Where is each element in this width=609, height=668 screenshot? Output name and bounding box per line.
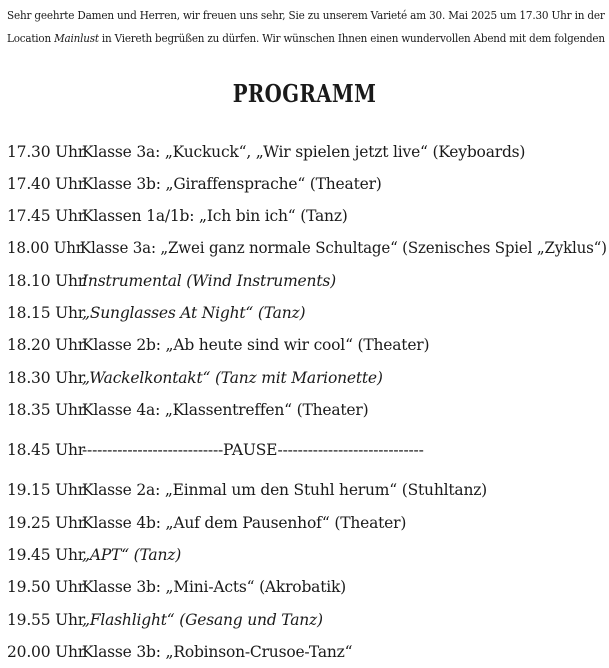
program-time: 19.15 Uhr (7, 481, 85, 499)
intro-line-1: Sehr geehrte Damen und Herren, wir freuen uns sehr, Sie zu unserem Varieté am 30. Mai 2025 um 17.30 Uhr in der (7, 9, 605, 22)
program-act: Klasse 3b: „Giraffensprache“ (Theater) (82, 175, 382, 193)
program-time: 19.45 Uhr (7, 546, 85, 564)
program-time: 18.20 Uhr (7, 336, 85, 354)
program-time: 18.00 Uhr (7, 239, 83, 257)
program-time: 17.45 Uhr (7, 207, 85, 225)
program-time: 18.15 Uhr (7, 304, 85, 322)
program-act: Klasse 2a: „Einmal um den Stuhl herum“ (Stuhltanz) (82, 481, 488, 499)
program-time: 18.30 Uhr (7, 369, 85, 387)
program-time: 19.50 Uhr (7, 578, 85, 596)
page-title: PROGRAMM (232, 79, 377, 108)
program-act: Klassen 1a/1b: „Ich bin ich“ (Tanz) (82, 207, 348, 225)
intro-line-2-end: in Viereth begrüßen zu dürfen. Wir wünschen Ihnen einen wundervollen Abend mit dem folgenden (98, 32, 605, 45)
program-act: „APT“ (Tanz) (82, 546, 182, 564)
program-act: Klasse 3b: „Mini-Acts“ (Akrobatik) (82, 578, 347, 596)
program-act: Klasse 4a: „Klassentreffen“ (Theater) (82, 401, 369, 419)
intro-line-2 (7, 27, 605, 50)
program-act: Instrumental (Wind Instruments) (82, 272, 336, 290)
program-act: Klasse 2b: „Ab heute sind wir cool“ (Theater) (82, 336, 430, 354)
program-act: Klasse 3a: „Zwei ganz normale Schultage“ (Szenisches Spiel „Zyklus“) (79, 239, 607, 257)
program-time: 18.35 Uhr (7, 401, 85, 419)
program-act: Klasse 4b: „Auf dem Pausenhof“ (Theater) (82, 514, 407, 532)
program-time: 19.55 Uhr (7, 611, 85, 629)
program-time: 19.25 Uhr (7, 514, 85, 532)
program-time: 17.40 Uhr (7, 175, 85, 193)
program-act: „Sunglasses At Night“ (Tanz) (82, 304, 306, 322)
location-name: Mainlust (54, 32, 99, 45)
program-act: „Flashlight“ (Gesang und Tanz) (82, 611, 323, 629)
program-act: „Wackelkontakt“ (Tanz mit Marionette) (82, 369, 383, 387)
intro-line-2-start: Location (7, 32, 55, 45)
program-act: Klasse 3b: „Robinson-Crusoe-Tanz“ (82, 643, 353, 661)
pause-divider: ----------------------------PAUSE----------------------------- (82, 441, 424, 459)
program-time: 18.10 Uhr (7, 272, 85, 290)
program-time: 17.30 Uhr (7, 143, 85, 161)
program-act: Klasse 3a: „Kuckuck“, „Wir spielen jetzt live“ (Keyboards) (82, 143, 526, 161)
program-time: 18.45 Uhr (7, 441, 85, 459)
program-time: 20.00 Uhr (7, 643, 85, 661)
intro-text (7, 4, 607, 50)
